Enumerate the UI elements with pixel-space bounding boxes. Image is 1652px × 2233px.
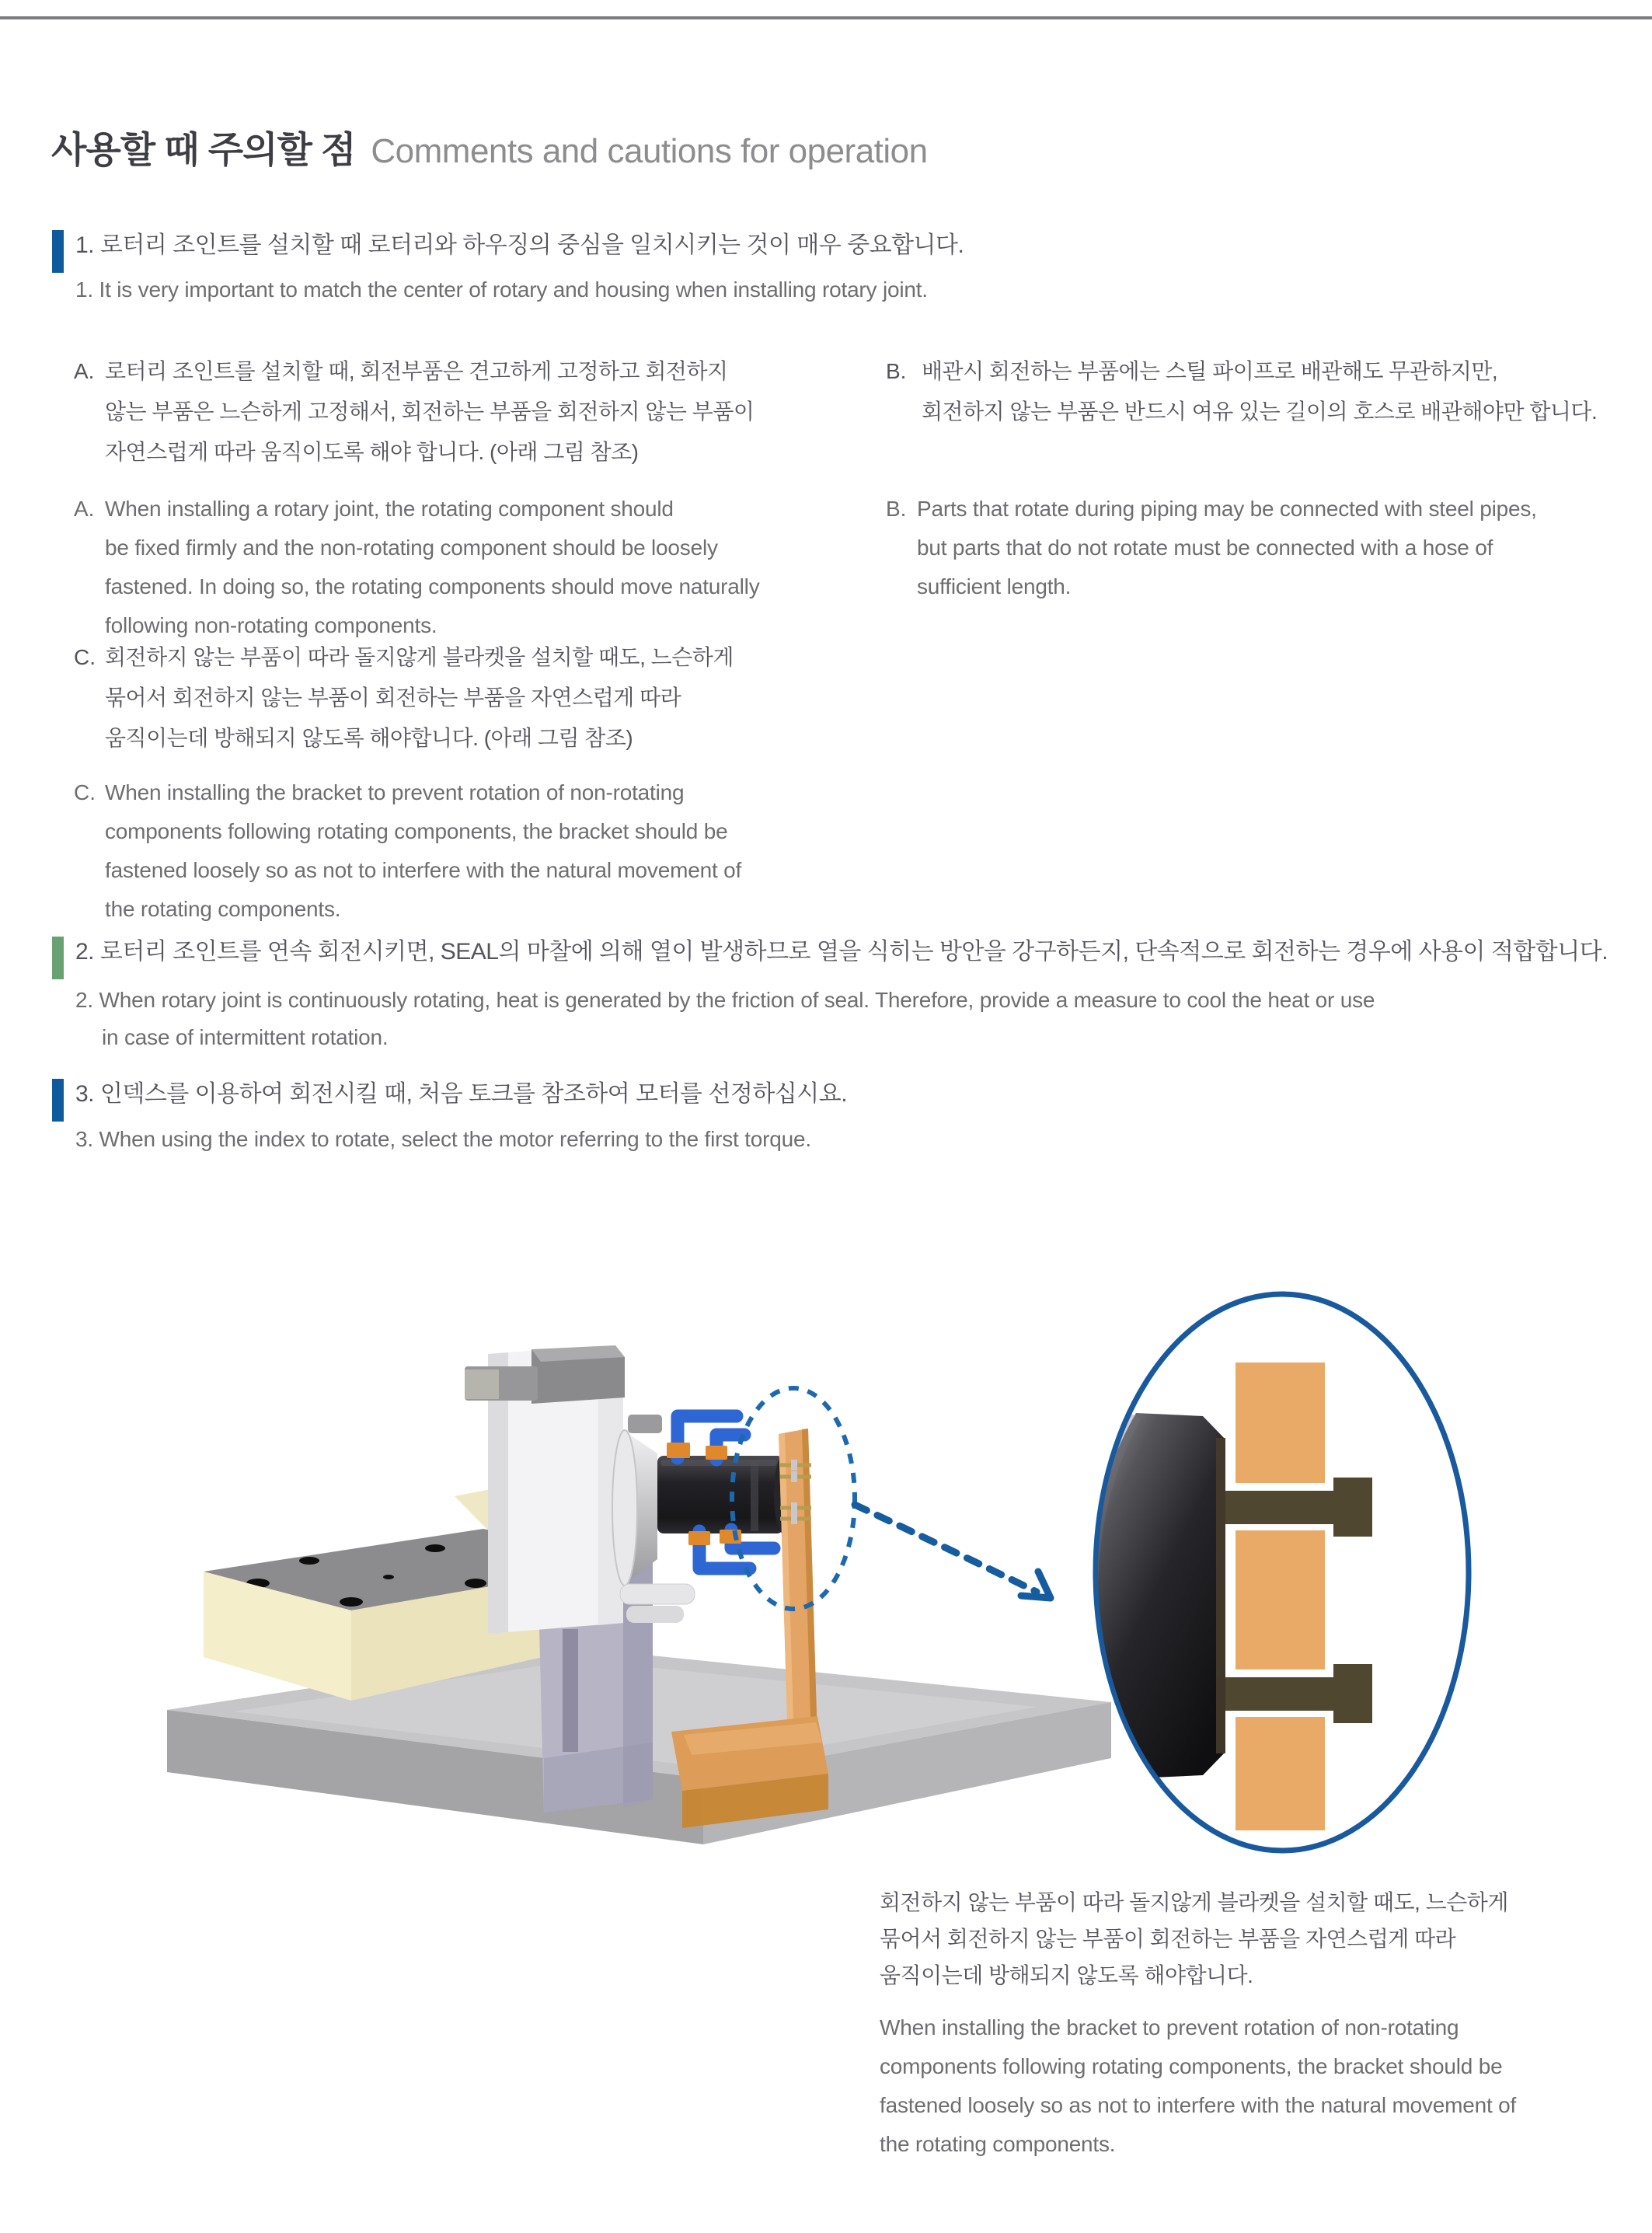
note2-accent-bar <box>52 937 64 979</box>
plate-hole <box>465 1579 486 1588</box>
text-line: be fixed firmly and the non-rotating component should be loosely <box>105 536 718 560</box>
plate-hole <box>340 1597 363 1607</box>
note1-accent-bar <box>52 230 64 273</box>
note1-korean: 1. 로터리 조인트를 설치할 때 로터리와 하우징의 중심을 일치시키는 것이 매우 중요합니다. <box>75 232 964 258</box>
item-a-korean-lines <box>105 351 754 473</box>
text-line: components following rotating components, the bracket should be <box>880 2054 1503 2078</box>
item-c-english <box>74 773 741 929</box>
text-line: Parts that rotate during piping may be connected with steel pipes, <box>917 497 1537 521</box>
item-b-korean-lines <box>922 351 1597 432</box>
text-line: 자연스럽게 따라 움직이도록 해야 합니다. (아래 그림 참조) <box>105 440 639 464</box>
note2-english-line1: 2. When rotary joint is continuously rotating, heat is generated by the friction of seal. Therefore, provide a measure to cool the heat or use <box>75 988 1375 1012</box>
note2-english <box>75 982 1375 1056</box>
item-a-label-en: A. <box>74 497 95 521</box>
rotary-joint-illustration <box>0 1197 1652 1881</box>
rotary-joint <box>657 1456 793 1533</box>
text-line: 회전하지 않는 부품은 반드시 여유 있는 길이의 호스로 배관해야만 합니다. <box>922 399 1598 424</box>
text-line: the rotating components. <box>105 897 341 921</box>
item-b-label: B. <box>886 359 907 383</box>
note2-english-line2: in case of intermittent rotation. <box>102 1025 389 1049</box>
text-line: the rotating components. <box>880 2132 1116 2156</box>
note1-english: 1. It is very important to match the center of rotary and housing when installing rotary joint. <box>75 277 928 302</box>
text-line: When installing the bracket to prevent rotation of non-rotating <box>880 2015 1459 2039</box>
plate-hole <box>383 1575 394 1579</box>
item-c-english-lines <box>105 773 741 929</box>
text-line: 않는 부품은 느슨하게 고정해서, 회전하는 부품을 회전하지 않는 부품이 <box>105 399 755 424</box>
text-line: sufficient length. <box>917 574 1072 598</box>
item-b-english-lines <box>917 490 1537 606</box>
item-c-korean <box>74 637 734 759</box>
note3-accent-bar <box>52 1079 64 1122</box>
text-line: When installing a rotary joint, the rotating component should <box>105 497 674 521</box>
item-c-label-en: C. <box>74 780 96 804</box>
note2-korean: 2. 로터리 조인트를 연속 회전시키면, SEAL의 마찰에 의해 열이 발생하므로 열을 식히는 방안을 강구하든지, 단속적으로 회전하는 경우에 사용이 적합합니다. <box>75 939 1608 965</box>
text-line: 로터리 조인트를 설치할 때, 회전부품은 견고하게 고정하고 회전하지 <box>105 359 728 383</box>
text-line: 움직이는데 방해되지 않도록 해야합니다. (아래 그림 참조) <box>105 726 633 750</box>
item-c-korean-lines <box>105 637 734 759</box>
detail-bracket-bar <box>1236 1362 1325 1830</box>
machine-assembly <box>167 1345 1111 1844</box>
item-a-label: A. <box>74 359 95 383</box>
top-divider-rule <box>0 16 1652 19</box>
item-b-label-en: B. <box>886 497 907 521</box>
page-title <box>51 121 928 173</box>
item-c-label: C. <box>74 645 96 669</box>
text-line: components following rotating components, the bracket should be <box>105 819 728 843</box>
item-b-korean <box>886 351 1597 432</box>
item-a-korean <box>74 351 754 473</box>
text-line: fastened loosely so as not to interfere with the natural movement of <box>105 858 742 882</box>
plate-hole <box>299 1557 319 1565</box>
page-title-korean: 사용할 때 주의할 점 <box>51 129 356 170</box>
text-line: following non-rotating components. <box>105 613 437 637</box>
text-line: fastened loosely so as not to interfere with the natural movement of <box>880 2093 1517 2117</box>
plate-hole <box>425 1544 445 1552</box>
text-line: 회전하지 않는 부품이 따라 돌지않게 블라켓을 설치할 때도, 느슨하게 <box>105 645 734 669</box>
item-b-english <box>886 490 1537 606</box>
note3-english: 3. When using the index to rotate, select the motor referring to the first torque. <box>75 1127 811 1151</box>
figure-caption-korean <box>880 1884 1508 1994</box>
illustration-svg <box>0 1197 1652 1881</box>
item-a-english <box>74 490 760 645</box>
page-title-english: Comments and cautions for operation <box>371 132 928 170</box>
text-line: 묶어서 회전하지 않는 부품이 회전하는 부품을 자연스럽게 따라 <box>105 686 681 710</box>
text-line: 묶어서 회전하지 않는 부품이 회전하는 부품을 자연스럽게 따라 <box>880 1927 1456 1951</box>
text-line: but parts that do not rotate must be connected with a hose of <box>917 536 1493 560</box>
text-line: When installing the bracket to prevent rotation of non-rotating <box>105 780 685 804</box>
text-line: 배관시 회전하는 부품에는 스틸 파이프로 배관해도 무관하지만, <box>922 359 1498 383</box>
text-line: fastened. In doing so, the rotating components should move naturally <box>105 574 760 598</box>
text-line: 회전하지 않는 부품이 따라 돌지않게 블라켓을 설치할 때도, 느슨하게 <box>880 1890 1508 1914</box>
item-a-english-lines <box>105 490 760 645</box>
text-line: 움직이는데 방해되지 않도록 해야합니다. <box>880 1963 1253 1987</box>
zoom-arrow <box>855 1505 1051 1598</box>
figure-caption-english <box>880 2008 1516 2164</box>
detail-view-circle <box>1088 1294 1469 1851</box>
note3-korean: 3. 인덱스를 이용하여 회전시킬 때, 처음 토크를 참조하여 모터를 선정하십시요. <box>75 1081 848 1107</box>
